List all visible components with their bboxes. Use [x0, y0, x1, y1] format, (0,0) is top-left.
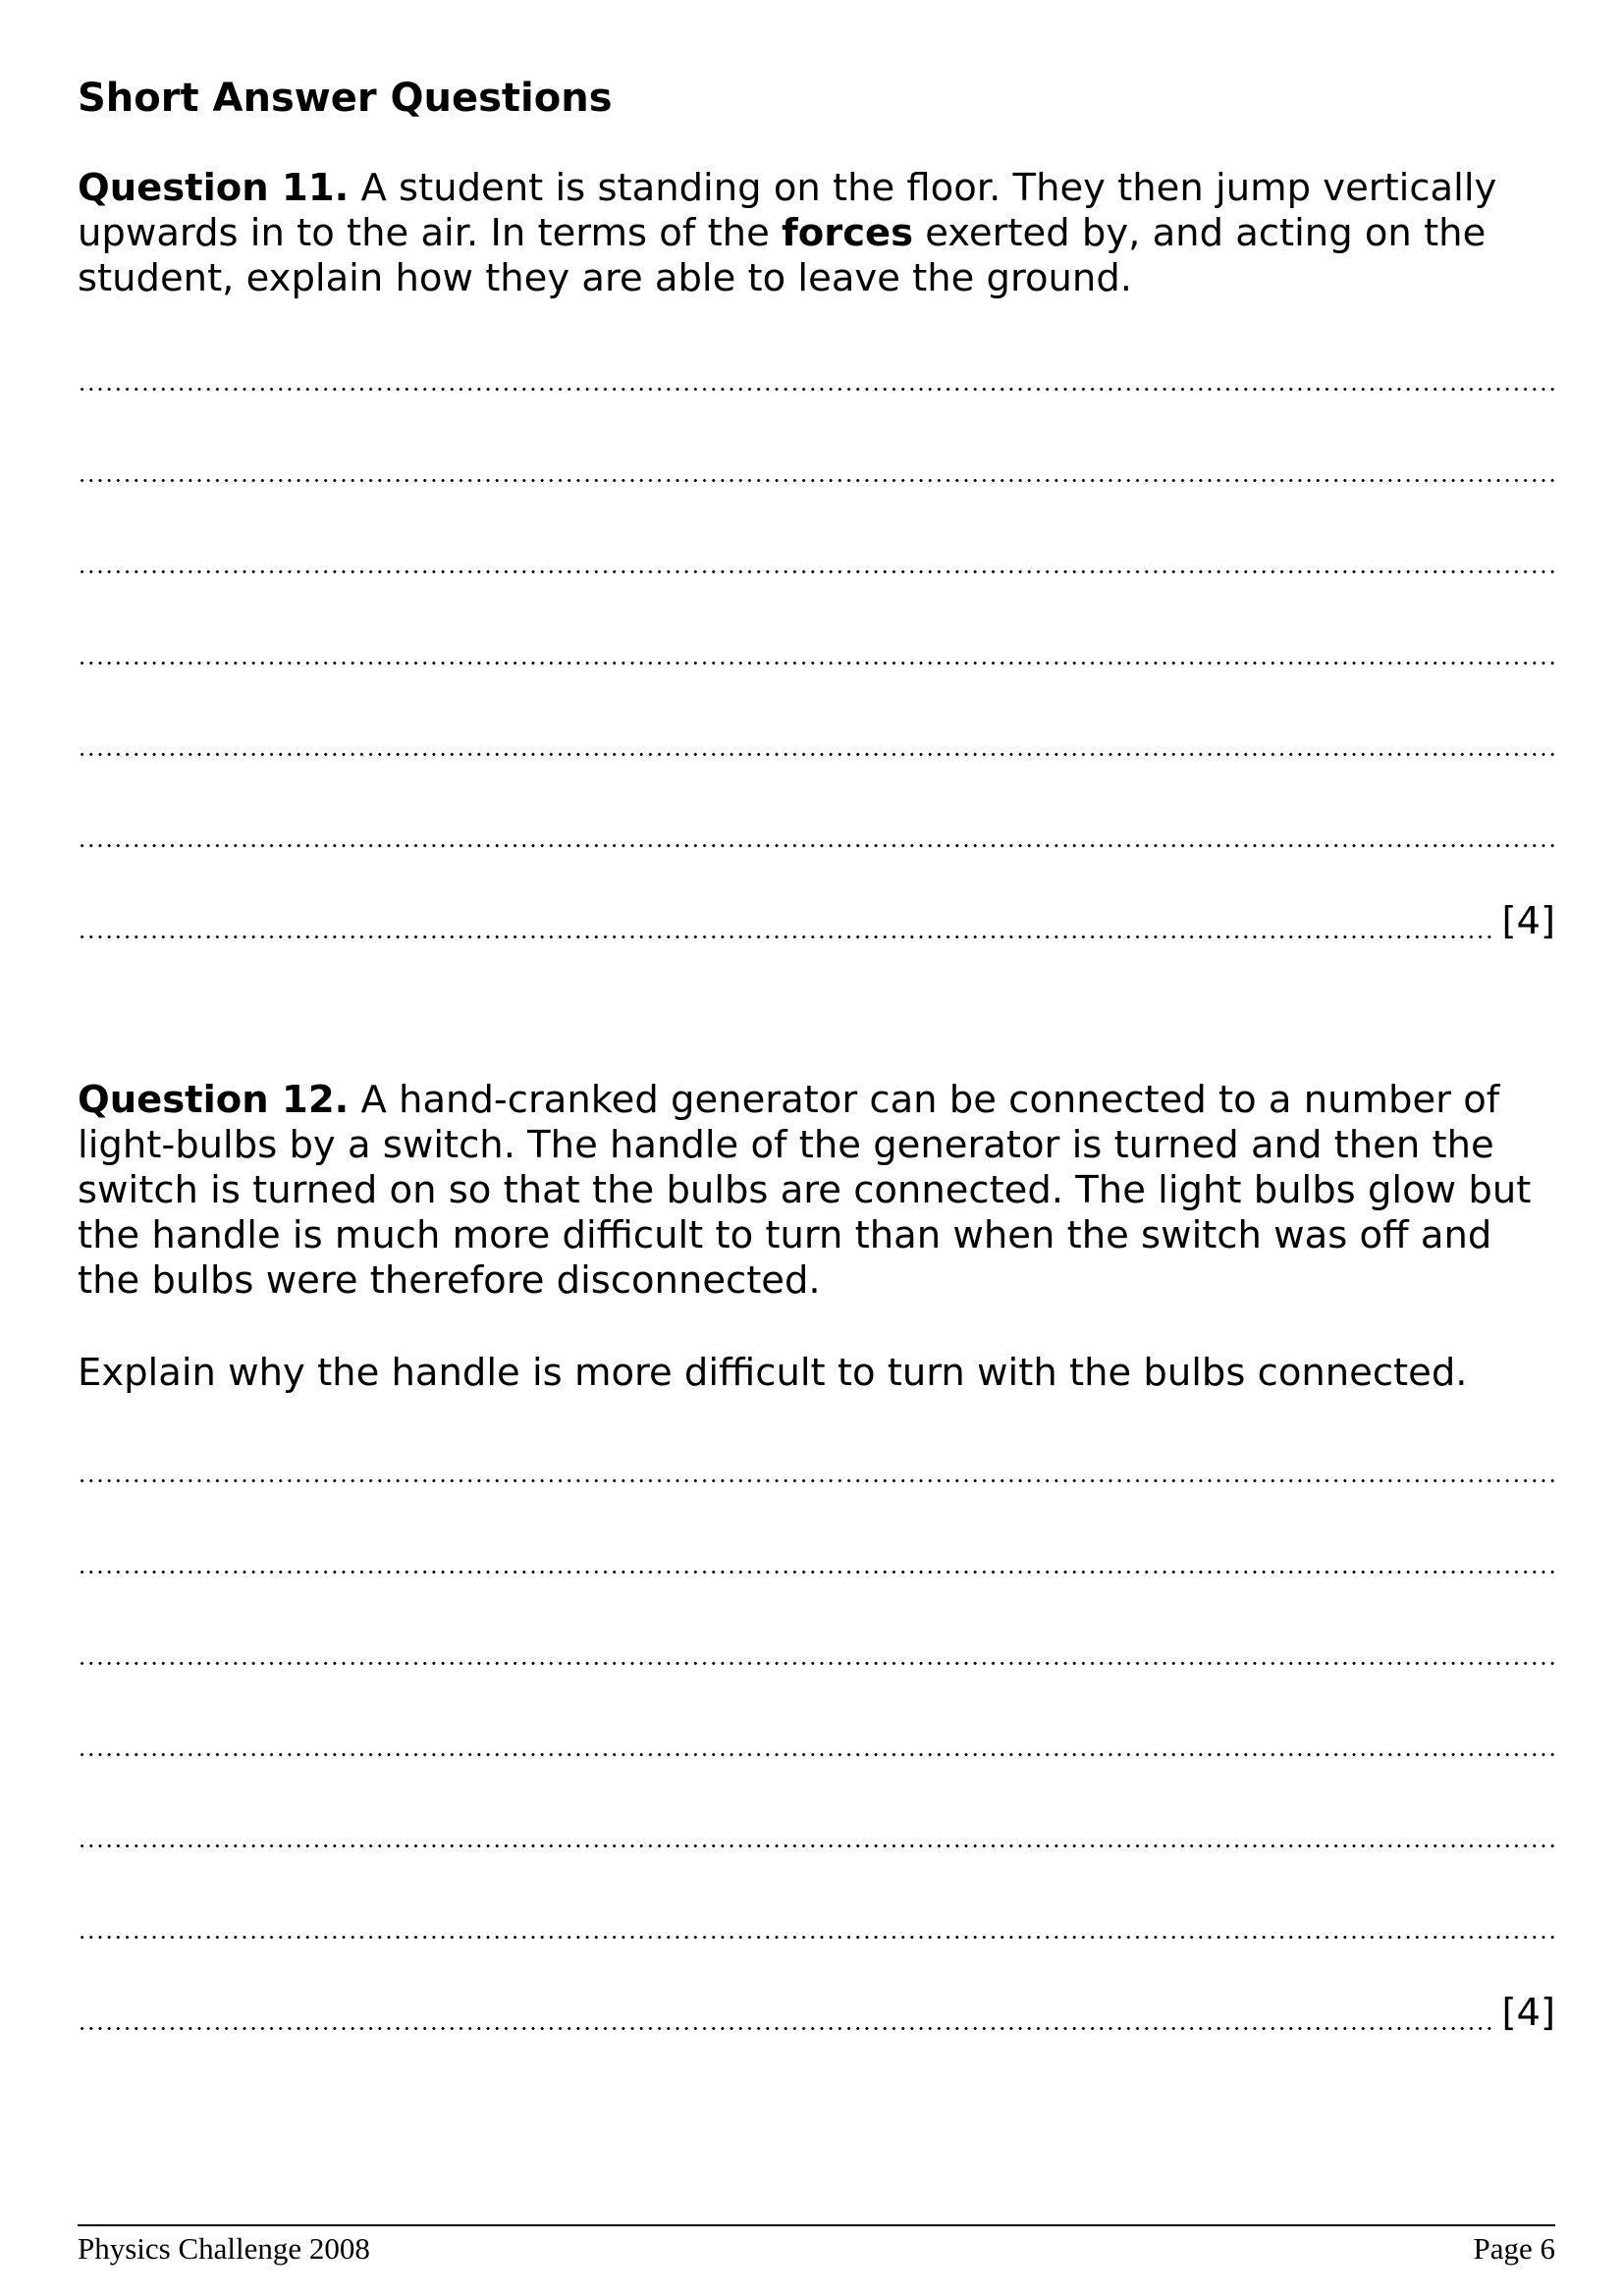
question-11-number: Question 11.: [78, 166, 350, 210]
q12-answer-line[interactable]: [78, 1899, 1555, 1945]
q12-answer-line[interactable]: [78, 1534, 1555, 1579]
q11-answer-line[interactable]: [78, 443, 1555, 488]
footer-divider: [78, 2224, 1555, 2226]
question-11-text-before: A student is standing on the floor. They then jump vertically upwards in to the air. In terms of the: [78, 166, 1497, 255]
question-12: [78, 1078, 1555, 1304]
question-11-bold-word: forces: [782, 211, 914, 255]
exam-page: [78, 0, 1555, 2296]
q12-answer-line[interactable]: [78, 1443, 1555, 1488]
footer-title: Physics Challenge 2008: [78, 2231, 370, 2266]
q11-answer-line[interactable]: [78, 625, 1555, 670]
q12-answer-line-final[interactable]: [78, 1991, 1555, 2036]
section-title: Short Answer Questions: [78, 76, 613, 121]
q11-answer-line[interactable]: [78, 717, 1555, 762]
q11-answer-line[interactable]: [78, 351, 1555, 397]
q11-answer-line[interactable]: [78, 534, 1555, 579]
q11-answer-line-final[interactable]: [78, 899, 1555, 944]
q12-answer-line[interactable]: [78, 1808, 1555, 1853]
question-11: [78, 166, 1555, 301]
q12-answer-line[interactable]: [78, 1626, 1555, 1671]
q11-answer-line[interactable]: [78, 808, 1555, 853]
question-11-text-after: exerted by, and acting on the student, explain how they are able to leave the ground.: [78, 211, 1487, 300]
question-12-prompt: Explain why the handle is more difficult to turn with the bulbs connected.: [78, 1351, 1468, 1395]
q11-marks: [4]: [1501, 899, 1555, 943]
question-12-number: Question 12.: [78, 1078, 350, 1122]
page-number: Page 6: [1473, 2231, 1555, 2266]
question-12-text: A hand-cranked generator can be connected to a number of light-bulbs by a switch. The handle of the generator is turned and then the switch is turned on so that the bulbs are connected. The light bulbs glow but the handle is much more difficult to turn than when the switch was off and the bulbs were therefore disconnected.: [78, 1078, 1532, 1303]
q12-marks: [4]: [1501, 1991, 1555, 2035]
q12-answer-line[interactable]: [78, 1717, 1555, 1762]
